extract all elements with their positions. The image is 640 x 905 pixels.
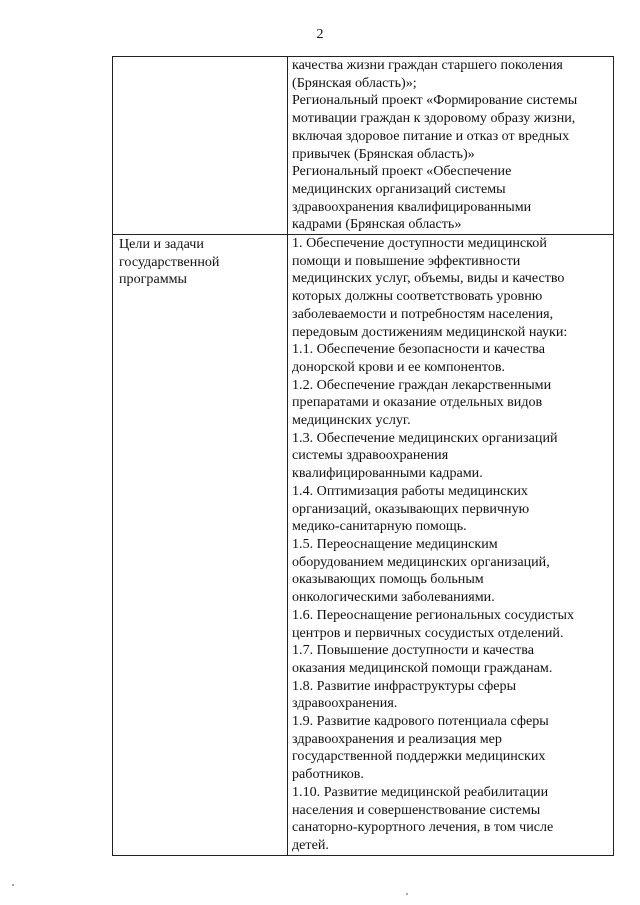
text-line: 1.2. Обеспечение граждан лекарственными <box>292 376 552 393</box>
table-row-goals <box>113 235 614 856</box>
scan-speck <box>12 884 14 886</box>
text-line: (Брянская область)»; <box>292 74 417 91</box>
text-line: медицинских организаций системы <box>292 180 506 197</box>
text-line: оборудованием медицинских организаций, <box>292 553 550 570</box>
goals-tasks-cell <box>288 235 614 856</box>
text-line: оказывающих помощь больным <box>292 571 484 588</box>
regional-projects-cell <box>288 57 614 235</box>
text-line: квалифицированными кадрами. <box>292 465 483 482</box>
text-line: центров и первичных сосудистых отделений. <box>292 624 564 641</box>
text-line: 1.6. Переоснащение региональных сосудистых <box>292 606 574 623</box>
text-line: включая здоровое питание и отказ от вредных <box>292 127 570 144</box>
text-line: медицинских услуг. <box>292 412 411 429</box>
text-line: здравоохранения и реализация мер <box>292 730 502 747</box>
row-label-line: Цели и задачи <box>119 236 204 253</box>
text-line: оказания медицинской помощи гражданам. <box>292 659 553 676</box>
row-label-cell <box>113 235 288 856</box>
text-line: качества жизни граждан старшего поколения <box>292 57 563 73</box>
text-line: медико-санитарную помощь. <box>292 518 467 535</box>
text-line: Региональный проект «Формирование системы <box>292 92 578 109</box>
text-line: препаратами и оказание отдельных видов <box>292 394 543 411</box>
row-label-cell-empty <box>113 57 288 235</box>
table-row-continuation <box>113 57 614 235</box>
text-line: 1.4. Оптимизация работы медицинских <box>292 482 528 499</box>
text-line: помощи и повышение эффективности <box>292 252 521 269</box>
program-passport-table <box>112 56 614 856</box>
text-line: работников. <box>292 766 364 783</box>
text-line: привычек (Брянская область)» <box>292 145 475 162</box>
scan-speck <box>406 893 408 895</box>
page-number: 2 <box>316 27 324 42</box>
text-line: 1.1. Обеспечение безопасности и качества <box>292 341 545 358</box>
text-line: мотивации граждан к здоровому образу жизни, <box>292 110 576 127</box>
text-line: здравоохранения квалифицированными <box>292 198 532 215</box>
text-line: детей. <box>292 836 329 853</box>
text-line: 1.8. Развитие инфраструктуры сферы <box>292 677 517 694</box>
text-line: государственной поддержки медицинских <box>292 748 546 765</box>
text-line: организаций, оказывающих первичную <box>292 500 530 517</box>
text-line: 1.10. Развитие медицинской реабилитации <box>292 783 549 800</box>
text-line: заболеваемости и потребностям населения, <box>292 305 554 322</box>
text-line: здравоохранения. <box>292 695 398 712</box>
text-line: 1.7. Повышение доступности и качества <box>292 642 535 659</box>
text-line: передовым достижениям медицинской науки: <box>292 323 568 340</box>
text-line: 1.5. Переоснащение медицинским <box>292 535 498 552</box>
text-line: которых должны соответствовать уровню <box>292 288 543 305</box>
row-label-line: государственной <box>119 253 220 270</box>
text-line: Региональный проект «Обеспечение <box>292 163 512 180</box>
row-label-line: программы <box>119 271 188 288</box>
text-line: системы здравоохранения <box>292 447 449 464</box>
text-line: санаторно-курортного лечения, в том числе <box>292 819 554 836</box>
text-line: медицинских услуг, объемы, виды и качество <box>292 270 565 287</box>
text-line: 1.3. Обеспечение медицинских организаций <box>292 429 558 446</box>
text-line: кадрами (Брянская область» <box>292 216 462 233</box>
text-line: 1. Обеспечение доступности медицинской <box>292 235 547 252</box>
text-line: онкологическими заболеваниями. <box>292 589 495 606</box>
text-line: населения и совершенствование системы <box>292 801 541 818</box>
text-line: 1.9. Развитие кадрового потенциала сферы <box>292 713 549 730</box>
text-line: донорской крови и ее компонентов. <box>292 358 506 375</box>
